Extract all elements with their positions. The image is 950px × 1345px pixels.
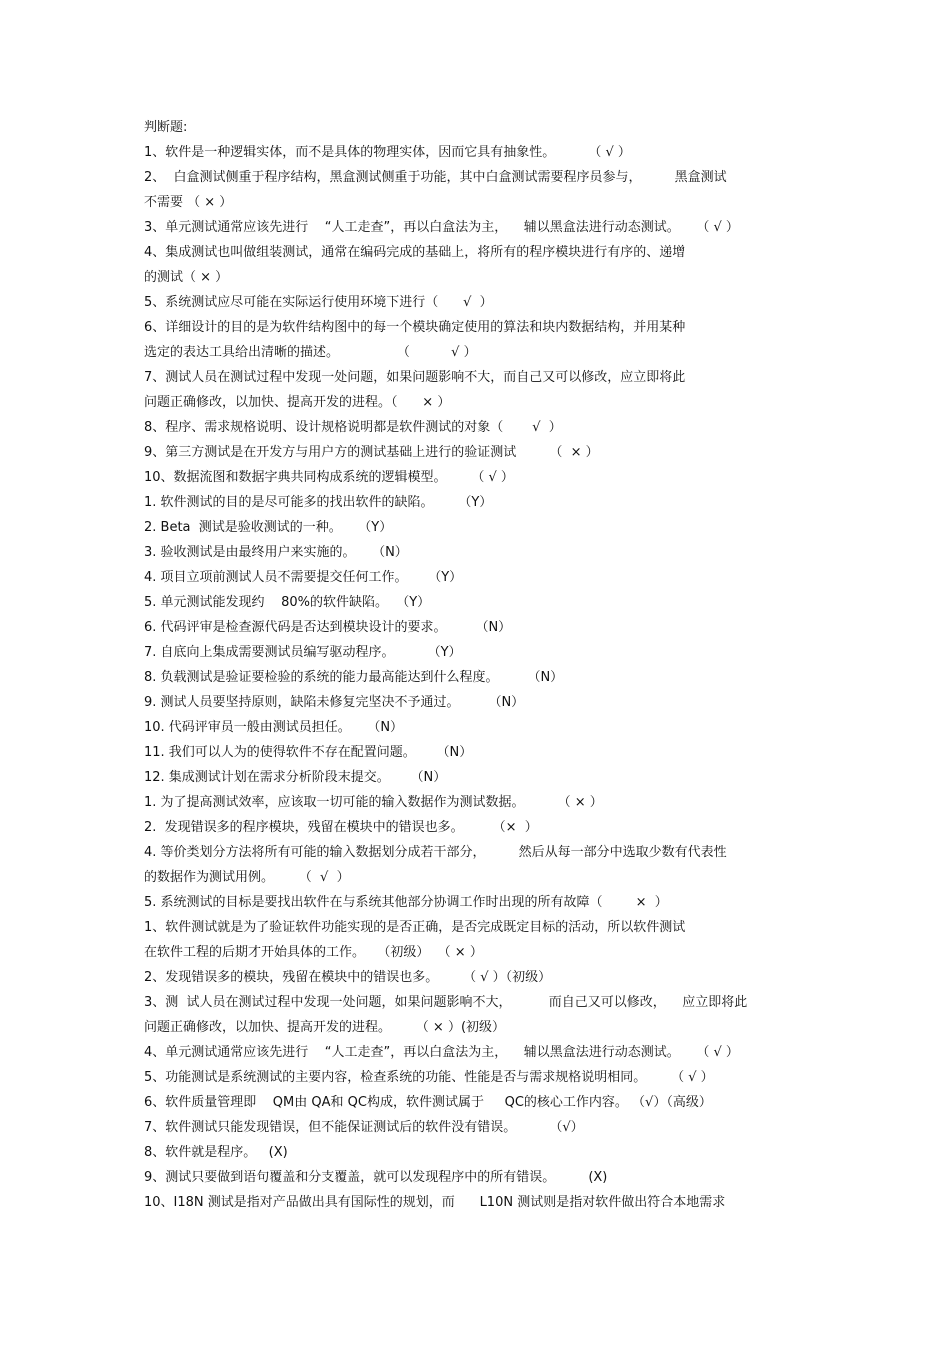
doc-line: 问题正确修改，以加快、提高开发的进程。（ × ） <box>144 395 451 410</box>
doc-line: 4、单元测试通常应该先进行 “人工走查”，再以白盒法为主， 辅以黑盒法进行动态测试。 （ √ ） <box>144 1045 739 1060</box>
doc-line: 1、软件测试就是为了验证软件功能实现的是否正确，是否完成既定目标的活动，所以软件测试 <box>144 920 686 935</box>
doc-line: 不需要 （ × ） <box>144 195 233 210</box>
doc-line: 问题正确修改，以加快、提高开发的进程。 （ × ）(初级） <box>144 1020 506 1035</box>
doc-heading: 判断题: <box>144 120 188 135</box>
doc-line: 4. 项目立项前测试人员不需要提交任何工作。 （Y） <box>144 570 463 585</box>
doc-line: 选定的表达工具给出清晰的描述。 （ √ ） <box>144 345 477 360</box>
doc-line: 4、集成测试也叫做组装测试，通常在编码完成的基础上，将所有的程序模块进行有序的、递增 <box>144 245 686 260</box>
doc-line: 1、软件是一种逻辑实体，而不是具体的物理实体，因而它具有抽象性。 （ √ ） <box>144 145 631 160</box>
doc-line: 的测试（ × ） <box>144 270 229 285</box>
doc-line: 3. 验收测试是由最终用户来实施的。 （N） <box>144 545 408 560</box>
doc-line: 8. 负载测试是验证要检验的系统的能力最高能达到什么程度。 （N） <box>144 670 564 685</box>
doc-line: 6、软件质量管理即 QM由 QA和 QC构成，软件测试属于 QC的核心工作内容。 （√）（高级） <box>144 1095 712 1110</box>
doc-line: 1. 为了提高测试效率，应该取一切可能的输入数据作为测试数据。 （ × ） <box>144 795 603 810</box>
doc-line: 5、系统测试应尽可能在实际运行使用环境下进行（ √ ） <box>144 295 493 310</box>
doc-line: 8、程序、需求规格说明、设计规格说明都是软件测试的对象（ √ ） <box>144 420 562 435</box>
doc-line: 6. 代码评审是检查源代码是否达到模块设计的要求。 （N） <box>144 620 512 635</box>
doc-line: 9、测试只要做到语句覆盖和分支覆盖，就可以发现程序中的所有错误。 (X) <box>144 1170 608 1185</box>
doc-line: 7、软件测试只能发现错误，但不能保证测试后的软件没有错误。 （√） <box>144 1120 584 1135</box>
doc-line: 10. 代码评审员一般由测试员担任。 （N） <box>144 720 404 735</box>
doc-line: 10、数据流图和数据字典共同构成系统的逻辑模型。 （ √ ） <box>144 470 514 485</box>
doc-line: 11. 我们可以人为的使得软件不存在配置问题。 （N） <box>144 745 473 760</box>
doc-line: 9、第三方测试是在开发方与用户方的测试基础上进行的验证测试 （ × ） <box>144 445 599 460</box>
doc-line: 10、I18N 测试是指对产品做出具有国际性的规划，而 L10N 测试则是指对软件做出符合本地需求 <box>144 1195 726 1210</box>
doc-line: 5、功能测试是系统测试的主要内容，检查系统的功能、性能是否与需求规格说明相同。 （ √ ） <box>144 1070 714 1085</box>
doc-line: 在软件工程的后期才开始具体的工作。 （初级） （ × ） <box>144 945 483 960</box>
doc-line: 2、发现错误多的模块，残留在模块中的错误也多。 （ √ ）（初级） <box>144 970 552 985</box>
doc-line: 2. Beta 测试是验收测试的一种。 （Y） <box>144 520 393 535</box>
doc-line: 3、测 试人员在测试过程中发现一处问题，如果问题影响不大， 而自己又可以修改， 应立即将此 <box>144 995 748 1010</box>
doc-line: 8、软件就是程序。 (X) <box>144 1145 288 1160</box>
doc-line: 2、 白盒测试侧重于程序结构，黑盒测试侧重于功能，其中白盒测试需要程序员参与， 黑盒测试 <box>144 170 727 185</box>
doc-line: 5. 系统测试的目标是要找出软件在与系统其他部分协调工作时出现的所有故障（ × ） <box>144 895 668 910</box>
doc-line: 9. 测试人员要坚持原则，缺陷未修复完坚决不予通过。 （N） <box>144 695 525 710</box>
doc-line: 7、测试人员在测试过程中发现一处问题，如果问题影响不大，而自己又可以修改，应立即将此 <box>144 370 686 385</box>
doc-line: 2. 发现错误多的程序模块，残留在模块中的错误也多。 （× ） <box>144 820 538 835</box>
doc-line: 的数据作为测试用例。 （ √ ） <box>144 870 350 885</box>
doc-line: 12. 集成测试计划在需求分析阶段末提交。 （N） <box>144 770 447 785</box>
doc-line: 7. 自底向上集成需要测试员编写驱动程序。 （Y） <box>144 645 462 660</box>
doc-line: 5. 单元测试能发现约 80%的软件缺陷。 （Y） <box>144 595 431 610</box>
doc-line: 3、单元测试通常应该先进行 “人工走查”，再以白盒法为主， 辅以黑盒法进行动态测试。 （ √ ） <box>144 220 739 235</box>
doc-line: 4. 等价类划分方法将所有可能的输入数据划分成若干部分， 然后从每一部分中选取少数有代表性 <box>144 845 727 860</box>
doc-line: 1. 软件测试的目的是尽可能多的找出软件的缺陷。 （Y） <box>144 495 493 510</box>
doc-line: 6、详细设计的目的是为软件结构图中的每一个模块确定使用的算法和块内数据结构，并用某种 <box>144 320 686 335</box>
